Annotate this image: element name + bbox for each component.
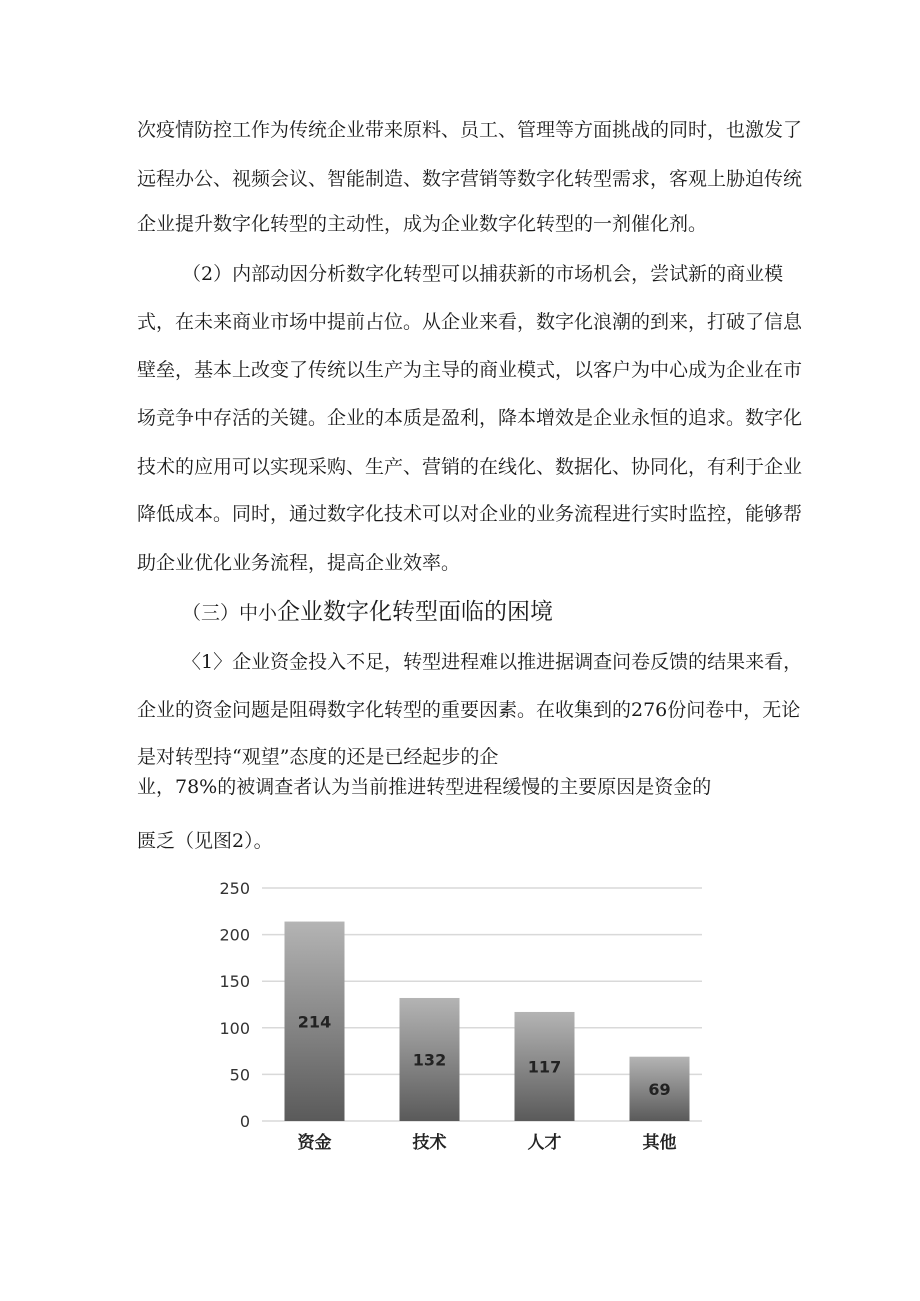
section-heading-prefix: （三）中小 <box>182 602 278 624</box>
paragraph-line: 业，78%的被调查者认为当前推进转型进程缓慢的主要原因是资金的 <box>137 776 712 798</box>
x-axis-category-labels <box>298 1132 677 1153</box>
paragraph-line: 助企业优化业务流程，提高企业效率。 <box>137 552 461 574</box>
paragraph-line: 匮乏（见图2）。 <box>137 830 273 852</box>
paragraph-line: 远程办公、视频会议、智能制造、数字营销等数字化转型需求，客观上胁迫传统 <box>137 168 803 190</box>
paragraph-line: 企业的资金问题是阻碍数字化转型的重要因素。在收集到的276份问卷中，无论 <box>137 699 801 721</box>
section-heading-title: 企业数字化转型面临的困境 <box>277 599 554 625</box>
y-axis-tick-labels <box>219 879 250 1131</box>
chart-bars <box>285 922 690 1121</box>
section-heading <box>182 597 553 629</box>
y-tick-label: 200 <box>219 925 250 945</box>
y-tick-label: 0 <box>239 1112 250 1131</box>
x-category-label: 资金 <box>297 1133 332 1153</box>
chart-data-labels <box>298 1012 671 1099</box>
bar-chart <box>200 872 710 1162</box>
y-tick-label: 250 <box>219 879 250 898</box>
x-category-label: 技术 <box>412 1133 447 1153</box>
bar-value-label: 117 <box>527 1057 562 1077</box>
bar-value-label: 69 <box>648 1079 671 1099</box>
paragraph-line: 是对转型持“观望”态度的还是已经起步的企 <box>137 746 499 768</box>
y-tick-label: 150 <box>219 972 250 992</box>
x-category-label: 人才 <box>527 1133 562 1153</box>
paragraph-line: 企业提升数字化转型的主动性，成为企业数字化转型的一剂催化剂。 <box>137 213 708 235</box>
y-tick-label: 50 <box>229 1065 250 1085</box>
bar-value-label: 132 <box>412 1050 447 1070</box>
paragraph-line: （2）内部动因分析数字化转型可以捕获新的市场机会，尝试新的商业模 <box>182 263 784 285</box>
paragraph-line: 降低成本。同时，通过数字化技术可以对企业的业务流程进行实时监控，能够帮 <box>137 503 803 525</box>
bar-value-label: 214 <box>297 1012 332 1032</box>
paragraph-line: 〈1〉企业资金投入不足，转型进程难以推进据调查问卷反馈的结果来看， <box>182 651 803 673</box>
y-tick-label: 100 <box>219 1018 250 1038</box>
paragraph-line: 式，在未来商业市场中提前占位。从企业来看，数字化浪潮的到来，打破了信息 <box>137 311 803 333</box>
x-category-label: 其他 <box>642 1133 677 1153</box>
paragraph-line: 次疫情防控工作为传统企业带来原料、员工、管理等方面挑战的同时，也激发了 <box>137 119 803 141</box>
paragraph-line: 场竞争中存活的关键。企业的本质是盈利，降本增效是企业永恒的追求。数字化 <box>137 407 803 429</box>
paragraph-line: 技术的应用可以实现采购、生产、营销的在线化、数据化、协同化，有利于企业 <box>137 456 803 478</box>
paragraph-line: 壁垒，基本上改变了传统以生产为主导的商业模式，以客户为中心成为企业在市 <box>137 359 803 381</box>
